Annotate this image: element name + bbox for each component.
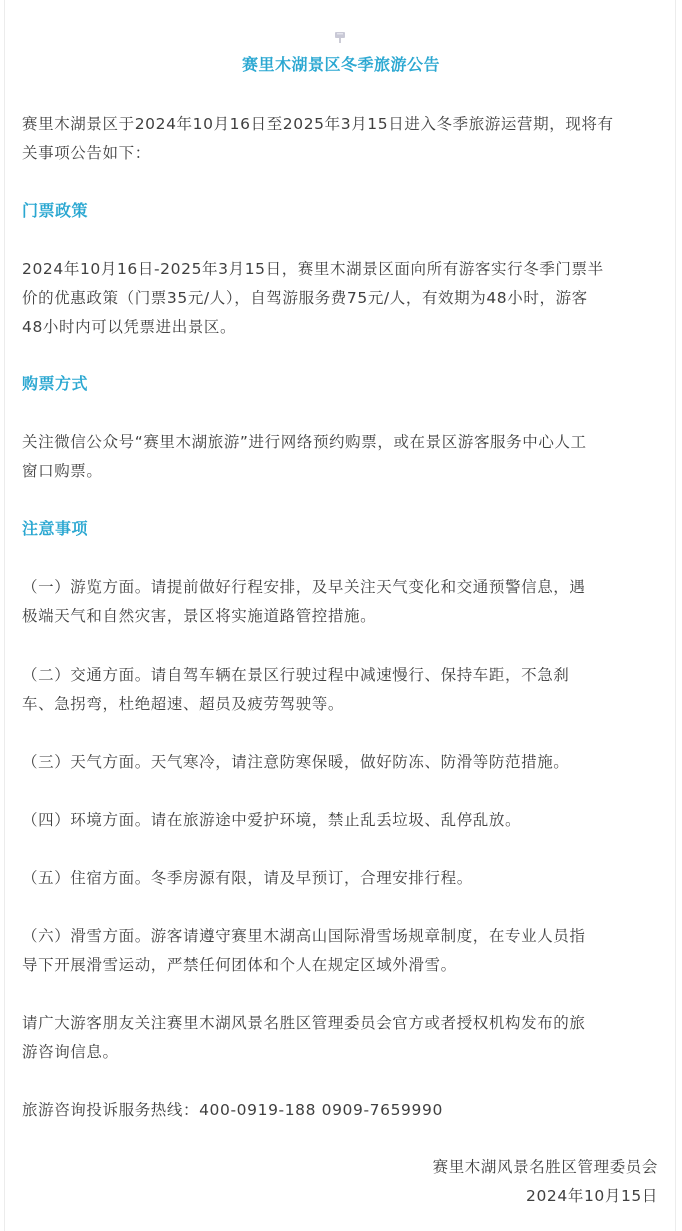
- note-line: （二）交通方面。请自驾车辆在景区行驶过程中减速慢行、保持车距，不急刹: [22, 666, 570, 684]
- hotline-text: 旅游咨询投诉服务热线：400-0919-188 0909-7659990: [22, 1101, 443, 1119]
- note-line: 极端天气和自然灾害，景区将实施道路管控措施。: [22, 607, 377, 625]
- note-line: （六）滑雪方面。游客请遵守赛里木湖高山国际滑雪场规章制度，在专业人员指: [22, 927, 586, 945]
- note-item-3: （三）天气方面。天气寒冷，请注意防寒保暖，做好防冻、防滑等防范措施。: [22, 753, 570, 771]
- intro-line: 关事项公告如下：: [22, 144, 151, 162]
- ticket-line: 48小时内可以凭票进出景区。: [22, 318, 237, 336]
- note-line: 车、急拐弯，杜绝超速、超员及疲劳驾驶等。: [22, 695, 345, 713]
- section-heading-ticket: 门票政策: [22, 201, 89, 220]
- section-heading-purchase: 购票方式: [22, 374, 89, 393]
- ticket-paragraph: [22, 255, 662, 342]
- closing-line: 游咨询信息。: [22, 1043, 119, 1061]
- ticket-line: 2024年10月16日-2025年3月15日，赛里木湖景区面向所有游客实行冬季门票半: [22, 260, 604, 278]
- signature-date: 2024年10月15日: [526, 1187, 658, 1205]
- page-title: 赛里木湖景区冬季旅游公告: [241, 55, 440, 74]
- note-item-5: （五）住宿方面。冬季房源有限，请及早预订，合理安排行程。: [22, 869, 473, 887]
- closing-paragraph: [22, 1009, 662, 1067]
- note-line: 导下开展滑雪运动，严禁任何团体和个人在规定区域外滑雪。: [22, 956, 457, 974]
- note-item-4: （四）环境方面。请在旅游途中爱护环境，禁止乱丢垃圾、乱停乱放。: [22, 811, 522, 829]
- note-item-1: [22, 573, 662, 631]
- note-item-2: [22, 661, 662, 719]
- closing-line: 请广大游客朋友关注赛里木湖风景名胜区管理委员会官方或者授权机构发布的旅: [22, 1014, 586, 1032]
- ticket-line: 价的优惠政策（门票35元/人），自驾游服务费75元/人，有效期为48小时，游客: [22, 289, 588, 307]
- note-line: （一）游览方面。请提前做好行程安排，及早关注天气变化和交通预警信息，遇: [22, 578, 586, 596]
- note-item-6: [22, 922, 662, 980]
- intro-line: 赛里木湖景区于2024年10月16日至2025年3月15日进入冬季旅游运营期，现将有: [22, 115, 614, 133]
- intro-paragraph: [22, 110, 662, 168]
- signature-org: 赛里木湖风景名胜区管理委员会: [432, 1158, 658, 1176]
- purchase-paragraph: [22, 428, 662, 486]
- purchase-line: 窗口购票。: [22, 462, 103, 480]
- purchase-line: 关注微信公众号“赛里木湖旅游”进行网络预约购票，或在景区游客服务中心人工: [22, 433, 587, 451]
- pin-icon: [333, 30, 347, 44]
- section-heading-notes: 注意事项: [22, 519, 89, 538]
